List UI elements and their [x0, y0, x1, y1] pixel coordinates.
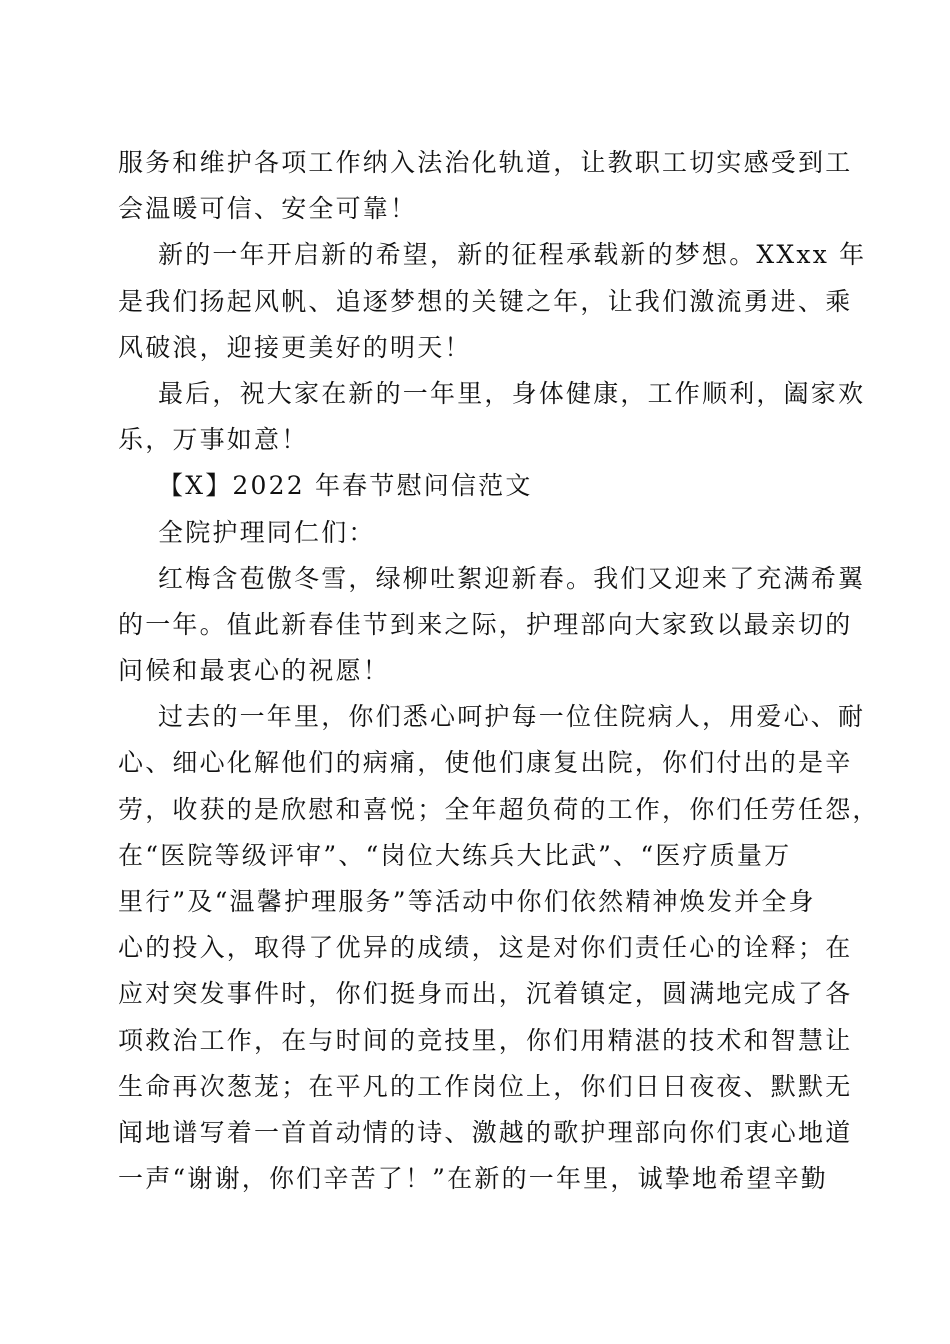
body-line: 一声“谢谢，你们辛苦了！”在新的一年里，诚挚地希望辛勤: [118, 1164, 828, 1194]
body-line: 在“医院等级评审”、“岗位大练兵大比武”、“医疗质量万: [118, 840, 792, 870]
body-line: 心的投入，取得了优异的成绩，这是对你们责任心的诠释；在: [118, 933, 853, 963]
body-line: 乐，万事如意！: [118, 425, 309, 455]
body-line: 问候和最衷心的祝愿！: [118, 656, 391, 686]
body-line: 应对突发事件时，你们挺身而出，沉着镇定，圆满地完成了各: [118, 979, 853, 1009]
body-line: 里行”及“温馨护理服务”等活动中你们依然精神焕发并全身: [118, 887, 816, 916]
body-line: 会温暖可信、安全可靠！: [118, 194, 418, 224]
body-line: 闻地谱写着一首首动情的诗、激越的歌护理部向你们衷心地道: [118, 1117, 853, 1147]
paragraph-start-line: 新的一年开启新的希望，新的征程承载新的梦想。XXxx 年: [158, 240, 867, 270]
body-line: 是我们扬起风帆、追逐梦想的关键之年，让我们激流勇进、乘: [118, 286, 853, 316]
document-body: [118, 140, 880, 1202]
paragraph-start-line: 红梅含苞傲冬雪，绿柳吐絮迎新春。我们又迎来了充满希翼: [158, 563, 866, 593]
body-line: 服务和维护各项工作纳入法治化轨道，让教职工切实感受到工: [118, 148, 853, 177]
body-line: 风破浪，迎接更美好的明天！: [118, 332, 472, 362]
paragraph-start-line: 最后，祝大家在新的一年里，身体健康，工作顺利，阖家欢: [158, 378, 866, 408]
body-line: 生命再次葱茏；在平凡的工作岗位上，你们日日夜夜、默默无: [118, 1071, 853, 1101]
body-line: 项救治工作，在与时间的竞技里，你们用精湛的技术和智慧让: [118, 1025, 853, 1055]
paragraph-start-line: 过去的一年里，你们悉心呵护每一位住院病人，用爱心、耐: [158, 702, 866, 732]
body-line: 劳，收获的是欣慰和喜悦；全年超负荷的工作，你们任劳任怨，: [118, 794, 880, 824]
section-heading: 【X】2022 年春节慰问信范文: [158, 471, 533, 501]
body-line: 心、细心化解他们的病痛，使他们康复出院，你们付出的是辛: [118, 748, 853, 778]
body-line: 的一年。值此新春佳节到来之际，护理部向大家致以最亲切的: [118, 609, 853, 639]
salutation-line: 全院护理同仁们：: [158, 517, 376, 547]
